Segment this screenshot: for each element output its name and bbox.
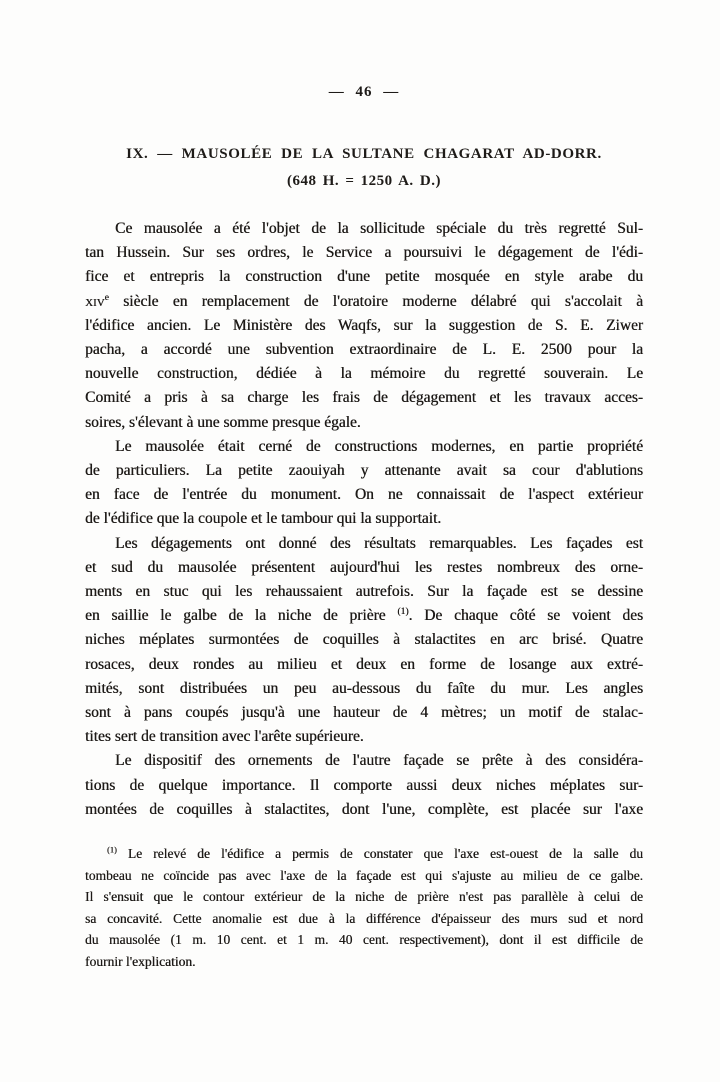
superscript-marker: e bbox=[104, 291, 109, 303]
text-segment: Le dispositif des ornements de l'autre façade se prête à des considéra- bbox=[115, 752, 643, 770]
text-segment: mités, sont distribuées un peu au-dessous du faîte du mur. Les angles bbox=[85, 679, 643, 697]
text-line bbox=[85, 265, 643, 289]
text-line bbox=[85, 362, 643, 386]
footnote-line bbox=[85, 843, 643, 865]
footnote-line bbox=[85, 951, 643, 973]
text-segment: en saillie le galbe de la niche de prière bbox=[85, 607, 398, 625]
text-line bbox=[85, 338, 643, 362]
footnote-line bbox=[85, 908, 643, 930]
section-title: IX. — MAUSOLÉE DE LA SULTANE CHAGARAT AD-DORR. bbox=[126, 146, 602, 162]
text-line bbox=[85, 580, 643, 604]
text-segment: pacha, a accordé une subvention extraordinaire de L. E. 2500 pour la bbox=[85, 341, 643, 359]
small-caps-text: xiv bbox=[85, 292, 105, 310]
text-segment: niches méplates surmontées de coquilles à stalactites en arc brisé. Quatre bbox=[85, 631, 643, 649]
footnote-line bbox=[85, 929, 643, 951]
paragraph bbox=[85, 435, 643, 532]
superscript-marker: (1) bbox=[397, 606, 409, 618]
text-segment: sont à pans coupés jusqu'à une hauteur de 4 mètres; un motif de stalac- bbox=[85, 704, 643, 722]
text-segment: Les dégagements ont donné des résultats remarquables. Les façades est bbox=[115, 534, 643, 552]
text-segment: du mausolée (1 m. 10 cent. et 1 m. 40 cent. respectivement), dont il est difficile de bbox=[85, 932, 643, 948]
text-line bbox=[85, 701, 643, 725]
text-line bbox=[85, 774, 643, 798]
text-segment: montées de coquilles à stalactites, dont l'une, complète, est placée sur l'axe bbox=[85, 800, 643, 818]
text-line bbox=[85, 532, 643, 556]
text-line bbox=[85, 628, 643, 652]
footnote-line bbox=[85, 865, 643, 887]
text-segment: tombeau ne coïncide pas avec l'axe de la façade est qui s'ajuste au milieu de ce galbe. bbox=[85, 867, 643, 883]
text-line bbox=[85, 653, 643, 677]
text-line bbox=[85, 507, 643, 531]
paragraph bbox=[85, 843, 643, 973]
text-segment: siècle en remplacement de l'oratoire moderne délabré qui s'accolait à bbox=[108, 292, 643, 310]
text-segment: ments en stuc qui les rehaussaient autrefois. Sur la façade est se dessine bbox=[85, 583, 643, 601]
text-line bbox=[85, 556, 643, 580]
paragraph bbox=[85, 532, 643, 750]
footnote bbox=[85, 843, 643, 973]
text-segment: Ce mausolée a été l'objet de la sollicitude spéciale du très regretté Sul- bbox=[115, 220, 643, 237]
text-line bbox=[85, 435, 643, 459]
superscript-marker: (1) bbox=[107, 845, 117, 855]
text-segment: de l'édifice que la coupole et le tambour qui la supportait. bbox=[85, 510, 442, 528]
text-line bbox=[85, 677, 643, 701]
footnote-line bbox=[85, 886, 643, 908]
page-number: — 46 — bbox=[328, 84, 400, 100]
text-segment: fournir l'explication. bbox=[85, 953, 196, 969]
text-line bbox=[85, 798, 643, 822]
text-segment: nouvelle construction, dédiée à la mémoire du regretté souverain. Le bbox=[85, 365, 643, 383]
text-line bbox=[85, 483, 643, 507]
text-segment: Il s'ensuit que le contour extérieur de la niche de prière n'est pas parallèle à celui de bbox=[85, 889, 643, 905]
text-segment: l'édifice ancien. Le Ministère des Waqfs, sur la suggestion de S. E. Ziwer bbox=[85, 316, 643, 334]
text-line bbox=[85, 386, 643, 410]
text-line bbox=[85, 725, 643, 749]
text-line bbox=[85, 411, 643, 435]
section-dates: (648 H. = 1250 A. D.) bbox=[286, 173, 442, 189]
text-line bbox=[85, 241, 643, 265]
text-segment: Comité a pris à sa charge les frais de dégagement et les travaux acces- bbox=[85, 389, 643, 407]
text-line bbox=[85, 217, 643, 241]
text-line bbox=[85, 459, 643, 483]
text-line bbox=[85, 749, 643, 773]
text-line bbox=[85, 290, 643, 314]
text-segment: fice et entrepris la construction d'une petite mosquée en style arabe du bbox=[85, 268, 643, 286]
text-segment: de particuliers. La petite zaouiyah y attenante avait sa cour d'ablutions bbox=[85, 462, 643, 480]
text-segment: et sud du mausolée présentent aujourd'hui les restes nombreux des orne- bbox=[85, 558, 643, 576]
text-segment: Le mausolée était cerné de constructions modernes, en partie propriété bbox=[115, 437, 643, 455]
section-heading bbox=[85, 146, 643, 190]
text-segment: rosaces, deux rondes au milieu et deux en forme de losange aux extré- bbox=[85, 655, 643, 673]
paragraph bbox=[85, 217, 643, 435]
text-line bbox=[85, 604, 643, 628]
paragraph bbox=[85, 749, 643, 822]
text-segment: tan Hussein. Sur ses ordres, le Service a poursuivi le dégagement de l'édi- bbox=[85, 244, 643, 262]
text-segment: soires, s'élevant à une somme presque égale. bbox=[85, 413, 361, 431]
text-segment: sa concavité. Cette anomalie est due à la différence d'épaisseur des murs sud et nord bbox=[85, 910, 643, 926]
text-segment: tites sert de transition avec l'arête supérieure. bbox=[85, 728, 364, 746]
body-text bbox=[85, 217, 643, 822]
text-segment: Le relevé de l'édifice a permis de constater que l'axe est-ouest de la salle du bbox=[116, 846, 643, 861]
text-segment: en face de l'entrée du monument. On ne connaissait de l'aspect extérieur bbox=[85, 486, 643, 504]
text-line bbox=[85, 314, 643, 338]
text-segment: . De chaque côté se voient des bbox=[408, 607, 643, 625]
text-segment: tions de quelque importance. Il comporte aussi deux niches méplates sur- bbox=[85, 776, 643, 794]
